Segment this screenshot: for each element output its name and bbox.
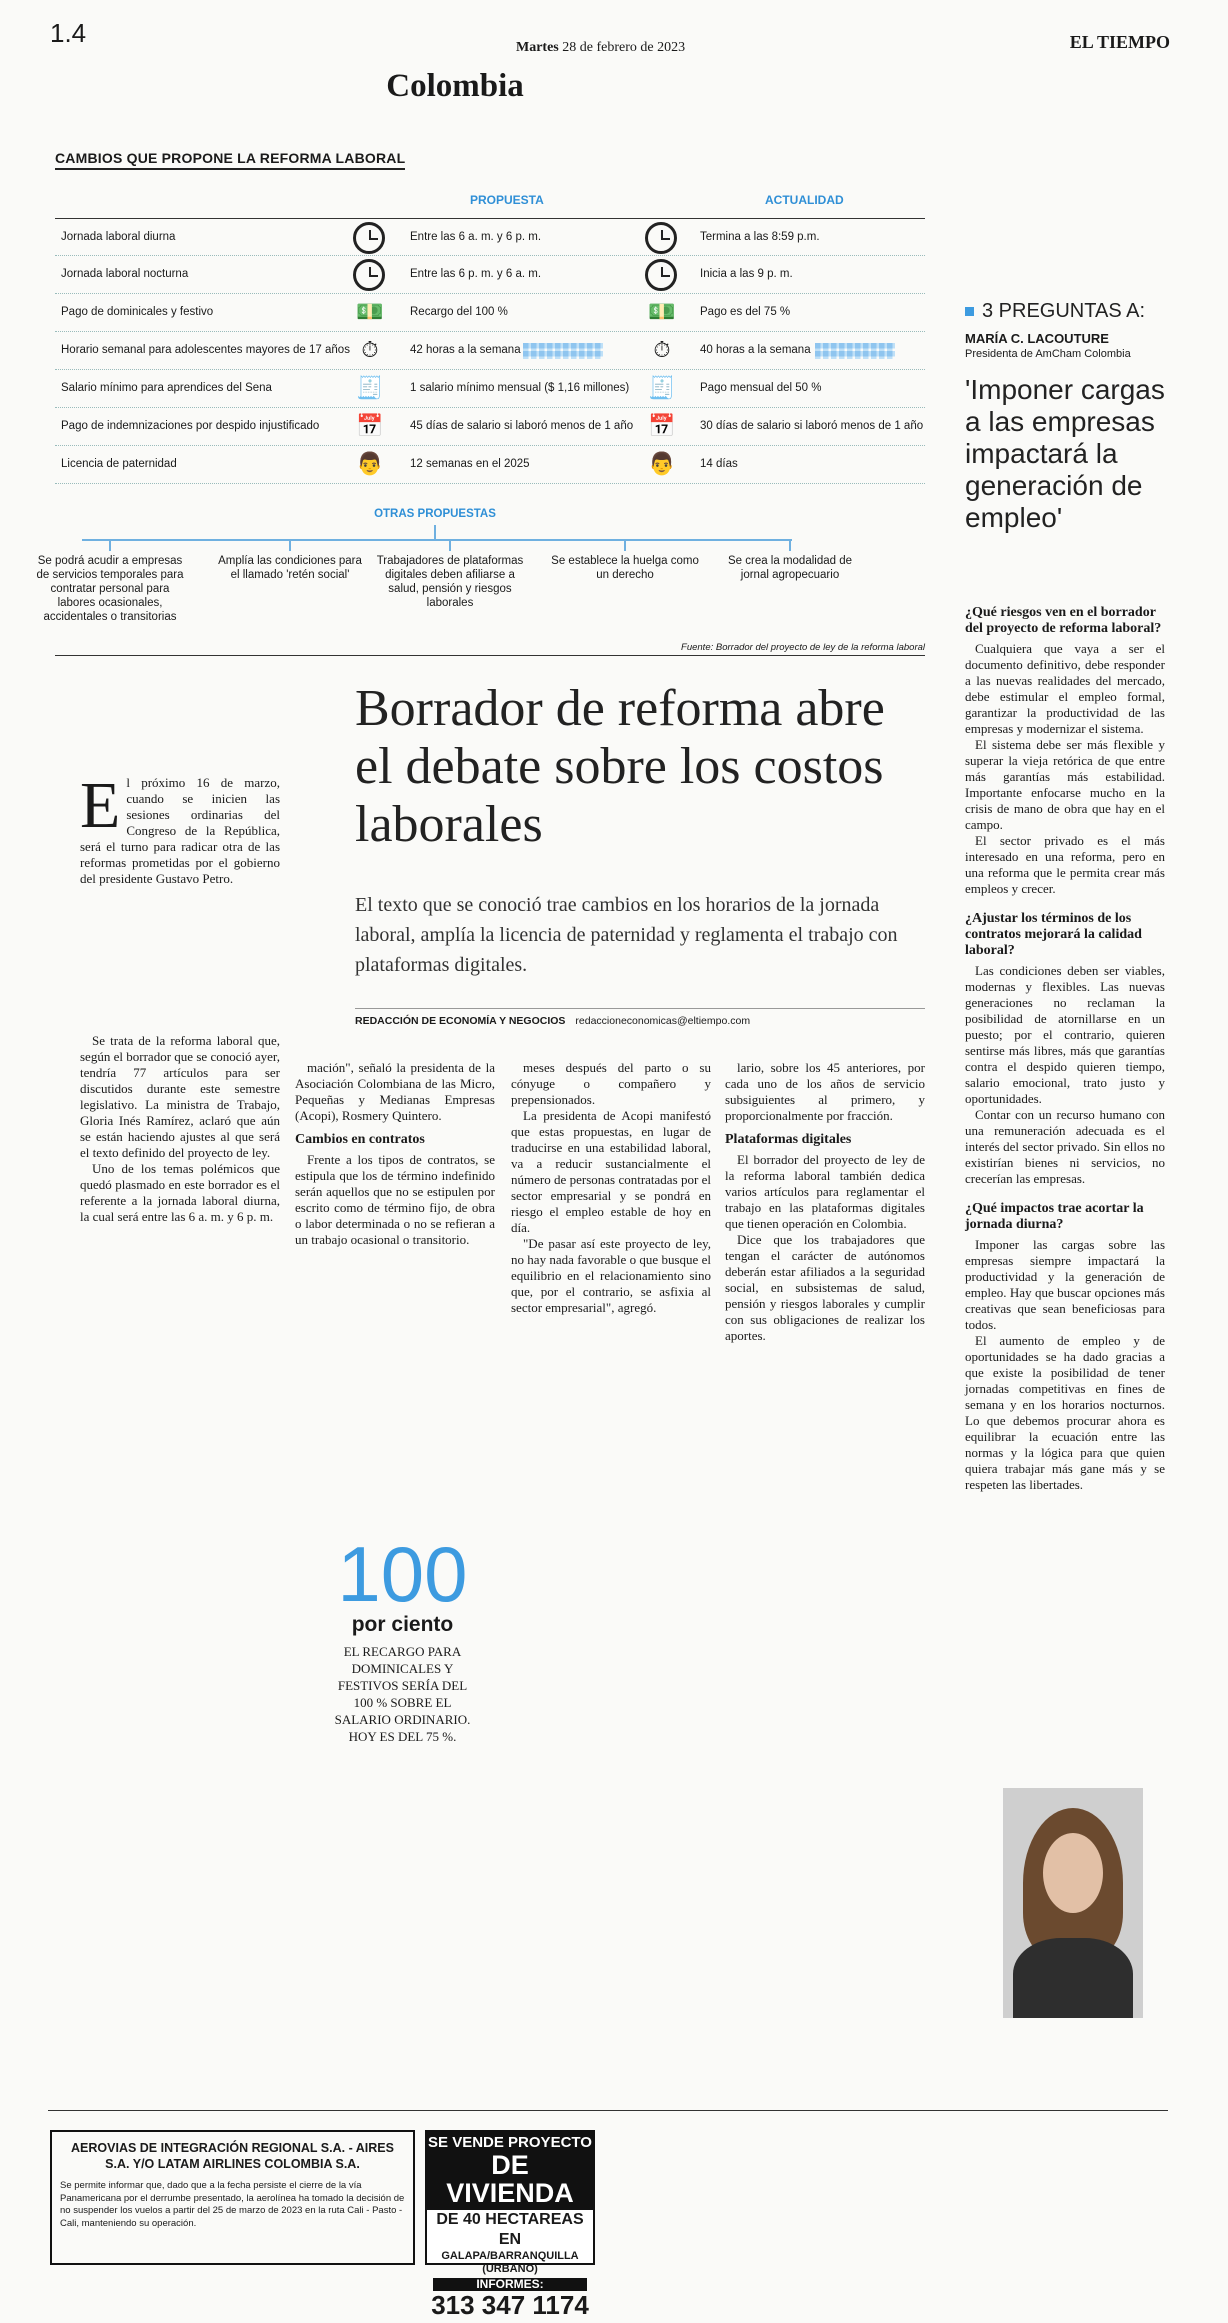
comparison-row xyxy=(55,446,925,484)
comparison-row xyxy=(55,370,925,408)
article-paragraph: lario, sobre los 45 anteriores, por cada uno de los años de servicio subsiguientes al primero, y proporcionalmente por fracción. xyxy=(725,1060,925,1123)
clock-icon xyxy=(645,259,679,291)
column-heading-current: ACTUALIDAD xyxy=(765,193,844,207)
article-paragraph: mación", señaló la presidenta de la Asociación Colombiana de las Micro, Pequeñas y Medianas Empresas (Acopi), Rosmery Quintero. xyxy=(295,1060,495,1123)
page-number: 1.4 xyxy=(50,18,87,48)
article-paragraph: El borrador del proyecto de ley de la reforma laboral también dedica varios artículos para reglamentar el trabajo en las plataformas digitales que tienen operación en Colombia. xyxy=(725,1152,925,1231)
stat-text: EL RECARGO PARA DOMINICALES Y FESTIVOS SERÍA DEL 100 % SOBRE EL SALARIO ORDINARIO. HOY ES DEL 75 %. xyxy=(334,1644,471,1744)
interview-answer: El sector privado es el más interesado en una reforma, pero en una reforma que le permita crear más empleos y crecer. xyxy=(965,833,1165,896)
ad-line: DE VIVIENDA xyxy=(427,2151,593,2210)
row-label: Pago de dominicales y festivo xyxy=(61,306,214,318)
proposal-value: 45 días de salario si laboró menos de 1 año xyxy=(410,420,634,432)
ad-body: Se permite informar que, dado que a la fecha persiste el cierre de la vía Panamericana por el derrumbe presentado, la aerolínea ha tomado la decisión de no suspender los vuelos a partir del 25 de marzo de 2023 en la ruta Cali - Pasto - Cali, manteniendo su operación. xyxy=(60,2180,405,2229)
author-email[interactable]: redaccioneconomicas@eltiempo.com xyxy=(575,1015,751,1027)
divider xyxy=(48,2110,1168,2111)
article-subhead: Plataformas digitales xyxy=(725,1132,852,1147)
infographic-source: Fuente: Borrador del proyecto de ley de la reforma laboral xyxy=(681,642,925,653)
stopwatch-icon: ⏱ xyxy=(653,337,671,362)
tree-connector xyxy=(434,525,436,539)
ad-line: SE VENDE PROYECTO xyxy=(428,2134,592,2151)
ad-title: AEROVIAS DE INTEGRACIÓN REGIONAL S.A. - AIRES S.A. Y/O LATAM AIRLINES COLOMBIA S.A. xyxy=(71,2141,394,2171)
row-label: Salario mínimo para aprendices del Sena xyxy=(61,382,272,394)
section-title: Colombia xyxy=(386,68,524,104)
interview-answer: Las condiciones deben ser viables, modernas y flexibles. Las nuevas generaciones no reclaman la posibilidad de atornillarse en un puesto; por el contrario, quieren sentirse más libres, más que garantías contra el despido quieren tiempo, salario emocional, trato justo y oportunidades. xyxy=(965,963,1165,1106)
stat-number: 100 xyxy=(337,1530,468,1618)
article-paragraph: Se trata de la reforma laboral que, según el borrador que se conoció ayer, tendría 77 artículos para ser discutidos durante este semestre legislativo. La ministra de Trabajo, Gloria Inés Ramírez, aclaró que aún se están haciendo ajustes al que será el texto definido del proyecto de ley. xyxy=(80,1033,280,1160)
pull-quote: 'Imponer cargas a las empresas impactará la generación de empleo' xyxy=(965,374,1165,533)
hours-grid-graphic xyxy=(523,343,603,359)
issue-date: Martes 28 de febrero de 2023 xyxy=(516,40,686,55)
article-column-4 xyxy=(725,1060,925,1344)
publication-name: EL TIEMPO xyxy=(1069,32,1170,52)
clock-icon xyxy=(353,259,387,291)
current-value: Pago mensual del 50 % xyxy=(700,382,822,394)
reform-infographic xyxy=(36,150,925,665)
payslip-icon: 🧾 xyxy=(648,375,676,400)
article-column-1 xyxy=(80,769,280,887)
calendar-icon: 📅 xyxy=(356,413,384,438)
ad-line: INFORMES: xyxy=(433,2278,587,2291)
clock-icon xyxy=(645,222,679,254)
current-value: 14 días xyxy=(700,458,738,470)
ad-line: DE 40 HECTAREAS EN xyxy=(436,2211,584,2248)
article-paragraph: "De pasar así este proyecto de ley, no hay nada favorable o que busque el equilibrio en el relacionamiento sino que, por el contrario, se asfixia al sector empresarial", agregó. xyxy=(511,1236,711,1315)
ad-phone: 313 347 1174 xyxy=(431,2290,589,2320)
divider xyxy=(55,655,925,656)
column-heading-proposal: PROPUESTA xyxy=(470,193,544,207)
infographic-title: CAMBIOS QUE PROPONE LA REFORMA LABORAL xyxy=(55,150,405,170)
interview-answer: El aumento de empleo y de oportunidades se ha dado gracias a que existe la posibilidad de tener jornadas competitivas en fines de semana y en los horarios nocturnos. Lo que debemos procurar ahora es equilibrar la ecuación entre las normas y la lógica para que quien quiera trabajar más gane más y se respeten las libertades. xyxy=(965,1333,1165,1492)
father-icon: 👨 xyxy=(648,451,676,476)
interview-sidebar xyxy=(965,300,1165,534)
row-label: Licencia de paternidad xyxy=(61,458,177,470)
other-proposal: Se establece la huelga como un derecho xyxy=(550,539,700,582)
article-lead: l próximo 16 de marzo, cuando se inicien las sesiones ordinarias del Congreso de la República, será el turno para radicar otra de las reformas prometidas por el gobierno del presidente Gustavo Petro. xyxy=(80,775,280,886)
comparison-table xyxy=(55,218,925,484)
article-column-2 xyxy=(295,1060,495,1248)
comparison-row xyxy=(55,256,925,294)
proposal-value: 12 semanas en el 2025 xyxy=(410,458,530,470)
article-paragraph: Dice que los trabajadores que tengan el carácter de autónomos deberán estar afiliados a la seguridad social, en subsistemas de salud, pensión y riesgos laborales y cumplir con sus obligaciones de realizar los aportes. xyxy=(725,1232,925,1343)
housing-sale-ad xyxy=(425,2130,595,2320)
article-column-1-cont xyxy=(80,1033,280,1225)
current-value: Inicia a las 9 p. m. xyxy=(700,268,793,280)
proposal-value: Entre las 6 a. m. y 6 p. m. xyxy=(410,231,542,243)
stat-callout xyxy=(330,1530,475,1745)
interview-answer: Imponer las cargas sobre las empresas siempre impactará la productividad y la generación de empleo. Hay que buscar opciones más creativas que sean beneficiosas para todos. xyxy=(965,1237,1165,1332)
current-value: Pago es del 75 % xyxy=(700,306,791,318)
row-label: Horario semanal para adolescentes mayores de 17 años xyxy=(61,344,350,356)
article-paragraph: meses después del parto o su cónyuge o compañero y prepensionados. xyxy=(511,1060,711,1107)
clock-icon xyxy=(353,222,387,254)
interviewee-role: Presidenta de AmCham Colombia xyxy=(965,348,1131,360)
article-subhead: Cambios en contratos xyxy=(295,1132,425,1147)
article-deck: El texto que se conoció trae cambios en los horarios de la jornada laboral, amplía la licencia de paternidad y reglamenta el trabajo con plataformas digitales. xyxy=(355,894,898,976)
comparison-row xyxy=(55,408,925,446)
interview-answer: El sistema debe ser más flexible y superar la vieja retórica de que entre más garantías más estabilidad. Importante enfocarse mucho en la crisis de mano de obra que hay en el campo. xyxy=(965,737,1165,832)
ad-line: GALAPA/BARRANQUILLA (URBANO) xyxy=(441,2250,579,2275)
comparison-row xyxy=(55,332,925,370)
article-paragraph: Frente a los tipos de contratos, se estipula que los de término indefinido serán aquellos que no se estipulen por escrito como de término fijo, de obra o labor determinada o no se refieran a un trabajo ocasional o transitorio. xyxy=(295,1152,495,1247)
interview-body xyxy=(965,605,1165,1493)
interviewee-name: MARÍA C. LACOUTURE xyxy=(965,331,1109,346)
stat-unit: por ciento xyxy=(351,1613,454,1636)
current-value: 30 días de salario si laboró menos de 1 año xyxy=(700,420,924,432)
hand-money-icon: 💵 xyxy=(648,299,676,324)
other-proposal: Se podrá acudir a empresas de servicios temporales para contratar personal para labores ocasionales, accidentales o transitorias xyxy=(35,539,185,624)
interview-question: ¿Qué riesgos ven en el borrador del proyecto de reforma laboral? xyxy=(965,605,1162,636)
other-proposal: Se crea la modalidad de jornal agropecuario xyxy=(715,539,865,582)
article-paragraph: Uno de los temas polémicos que quedó plasmado en este borrador es el referente a la jornada laboral diurna, la cual será entre las 6 a. m. y 6 p. m. xyxy=(80,1161,280,1224)
proposal-value: Entre las 6 p. m. y 6 a. m. xyxy=(410,268,542,280)
row-label: Jornada laboral nocturna xyxy=(61,268,189,280)
square-bullet-icon xyxy=(965,307,974,316)
proposal-value: 42 horas a la semana xyxy=(410,344,521,356)
calendar-icon: 📅 xyxy=(648,413,676,438)
father-icon: 👨 xyxy=(356,451,384,476)
interview-answer: Cualquiera que vaya a ser el documento definitivo, debe responder a las nuevas realidades del mercado, debe estimular el empleo formal, garantizar la productividad de las empresas y modernizar el sistema. xyxy=(965,641,1165,736)
sidebar-kicker: 3 PREGUNTAS A: xyxy=(965,300,1165,323)
current-value: Termina a las 8:59 p.m. xyxy=(700,231,820,243)
airline-notice-ad xyxy=(50,2130,415,2265)
comparison-row xyxy=(55,294,925,332)
hand-money-icon: 💵 xyxy=(356,299,384,324)
other-proposal: Trabajadores de plataformas digitales deben afiliarse a salud, pensión y riesgos laborales xyxy=(375,539,525,610)
interviewee-photo xyxy=(1003,1788,1143,2018)
article-headline: Borrador de reforma abre el debate sobre los costos laborales xyxy=(355,680,885,853)
drop-cap: E xyxy=(80,769,121,842)
stopwatch-icon: ⏱ xyxy=(361,337,379,362)
row-label: Pago de indemnizaciones por despido injustificado xyxy=(61,420,320,432)
interview-question: ¿Ajustar los términos de los contratos mejorará la calidad laboral? xyxy=(965,911,1142,958)
current-value: 40 horas a la semana xyxy=(700,344,811,356)
page-header xyxy=(50,18,1170,108)
hours-grid-graphic xyxy=(815,343,895,359)
other-proposal: Amplía las condiciones para el llamado 'retén social' xyxy=(215,539,365,582)
article-byline: REDACCIÓN DE ECONOMÍA Y NEGOCIOS redaccioneconomicas@eltiempo.com xyxy=(355,1008,925,1027)
proposal-value: Recargo del 100 % xyxy=(410,306,508,318)
interview-question: ¿Qué impactos trae acortar la jornada diurna? xyxy=(965,1201,1144,1232)
article-column-3 xyxy=(511,1060,711,1316)
comparison-row xyxy=(55,218,925,256)
payslip-icon: 🧾 xyxy=(356,375,384,400)
other-proposals-title: OTRAS PROPUESTAS xyxy=(374,508,496,520)
interview-answer: Contar con un recurso humano con una remuneración adecuada es el interés del sector privado. Sin ellos no existirían bienes ni servicios, no crecerían las empresas. xyxy=(965,1107,1165,1186)
row-label: Jornada laboral diurna xyxy=(61,231,176,243)
article-paragraph: La presidenta de Acopi manifestó que estas propuestas, en lugar de traducirse en una estabilidad laboral, va a reducir sustancialmente el número de personas contratadas por el sector empresarial y se pondrá en riesgo el empleo estable de hoy en día. xyxy=(511,1108,711,1235)
proposal-value: 1 salario mínimo mensual ($ 1,16 millones) xyxy=(410,382,630,394)
